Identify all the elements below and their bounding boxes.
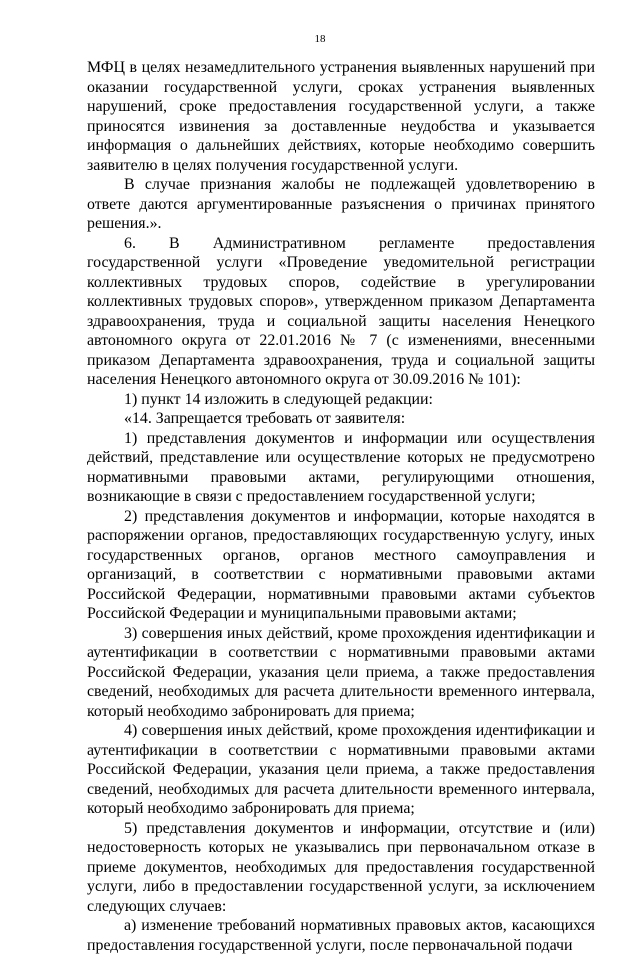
paragraph: «14. Запрещается требовать от заявителя: (124, 410, 406, 427)
paragraph: В случае признания жалобы не подлежащей удовлетворению в ответе даются аргументированные разъяснения о причинах принятого решения.». (87, 176, 595, 232)
list-item: 2) представления документов и информации, которые находятся в распоряжении органов, предоставляющих государственную услугу, иных государственных органов, органов местного самоуправления и организаций, в соответствии с нормативными правовыми актами Российской Федерации, нормативными правовыми актами субъектов Российской Федерации и муниципальными правовыми актами; (87, 507, 595, 622)
list-item: 3) совершения иных действий, кроме прохождения идентификации и аутентификации в соответствии с нормативными правовыми актами Российской Федерации, указания цели приема, а также предоставления сведений, необходимых для расчета длительности временного интервала, который необходимо забронировать для приема; (87, 624, 595, 720)
page-number: 18 (314, 33, 326, 45)
paragraph: 6. В Административном регламенте предоставления государственной услуги «Проведение уведомительной регистрации коллективных трудовых споров, содействие в урегулировании коллективных трудовых споров», утвержденном приказом Департамента здравоохранения, труда и социальной защиты населения Ненецкого автономного округа от 22.01.2016 № 7 (с изменениями, внесенными приказом Департамента здравоохранения, труда и социальной защиты населения Ненецкого автономного округа от 30.09.2016 № 101): (87, 234, 595, 388)
document-body (87, 58, 595, 955)
list-item: 5) представления документов и информации, отсутствие и (или) недостоверность которых не указывались при первоначальном отказе в приеме документов, необходимых для предоставления государственной услуги, либо в предоставлении государственной услуги, за исключением следующих случаев: (87, 819, 595, 915)
list-item: а) изменение требований нормативных правовых актов, касающихся предоставления государственной услуги, после первоначальной подачи (87, 917, 595, 954)
list-item: 4) совершения иных действий, кроме прохождения идентификации и аутентификации в соответствии с нормативными правовыми актами Российской Федерации, указания цели приема, а также предоставления сведений, необходимых для расчета длительности временного интервала, который необходимо забронировать для приема; (87, 722, 595, 817)
paragraph: 1) пункт 14 изложить в следующей редакции: (124, 390, 433, 408)
list-item: 1) представления документов и информации или осуществления действий, представление или осуществление которых не предусмотрено нормативными правовыми актами, регулирующими отношения, возникающие в связи с предоставлением государственной услуги; (87, 429, 595, 505)
paragraph: МФЦ в целях незамедлительного устранения выявленных нарушений при оказании государственной услуги, сроках устранения выявленных нарушений, сроке предоставления государственной услуги, а также приносятся извинения за доставленные неудобства и указывается информация о дальнейших действиях, которые необходимо совершить заявителю в целях получения государственной услуги. (87, 59, 595, 174)
